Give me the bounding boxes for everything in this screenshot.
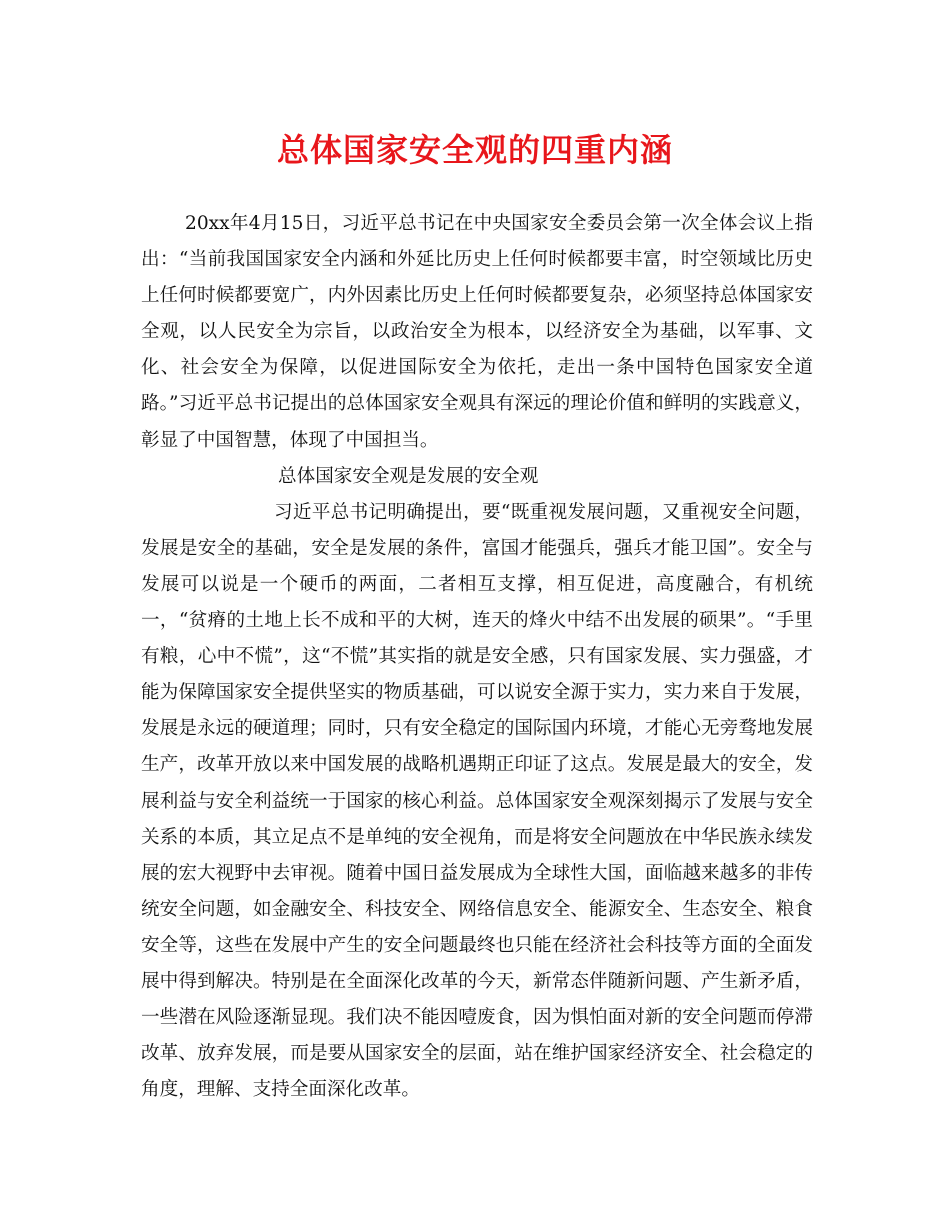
intro-paragraph: 20xx年4月15日，习近平总书记在中央国家安全委员会第一次全体会议上指出：“当前我国国家安全内涵和外延比历史上任何时候都要丰富，时空领域比历史上任何时候都要宽广，内外因素比历史上任何时候都要复杂，必须坚持总体国家安全观，以人民安全为宗旨，以政治安全为根本，以经济安全为基础，以军事、文化、社会安全为保障，以促进国际安全为依托，走出一条中国特色国家安全道路。”习近平总书记提出的总体国家安全观具有深远的理论价值和鲜明的实践意义，彰显了中国智慧，体现了中国担当。 [141, 213, 813, 451]
section-paragraph: 习近平总书记明确提出，要“既重视发展问题，又重视安全问题，发展是安全的基础，安全是发展的条件，富国才能强兵，强兵才能卫国”。安全与发展可以说是一个硬币的两面，二者相互支撑，相互促进，高度融合，有机统一，“贫瘠的土地上长不成和平的大树，连天的烽火中结不出发展的硕果”。“手里有粮，心中不慌”，这“不慌”其实指的就是安全感，只有国家发展、实力强盛，才能为保障国家安全提供坚实的物质基础，可以说安全源于实力，实力来自于发展，发展是永远的硬道理；同时，只有安全稳定的国际国内环境，才能心无旁骛地发展生产，改革开放以来中国发展的战略机遇期正印证了这点。发展是最大的安全，发展利益与安全利益统一于国家的核心利益。总体国家安全观深刻揭示了发展与安全关系的本质，其立足点不是单纯的安全视角，而是将安全问题放在中华民族永续发展的宏大视野中去审视。随着中国日益发展成为全球性大国，面临越来越多的非传统安全问题，如金融安全、科技安全、网络信息安全、能源安全、生态安全、粮食安全等，这些在发展中产生的安全问题最终也只能在经济社会科技等方面的全面发展中得到解决。特别是在全面深化改革的今天，新常态伴随新问题、产生新矛盾，一些潜在风险逐渐显现。我们决不能因噎废食，因为惧怕面对新的安全问题而停滞改革、放弃发展，而是要从国家安全的层面，站在维护国家经济安全、社会稳定的角度，理解、支持全面深化改革。 [141, 501, 813, 1101]
document-title: 总体国家安全观的四重内涵 [276, 131, 673, 169]
section-heading: 总体国家安全观是发展的安全观 [278, 465, 539, 487]
document-body [141, 206, 813, 1108]
